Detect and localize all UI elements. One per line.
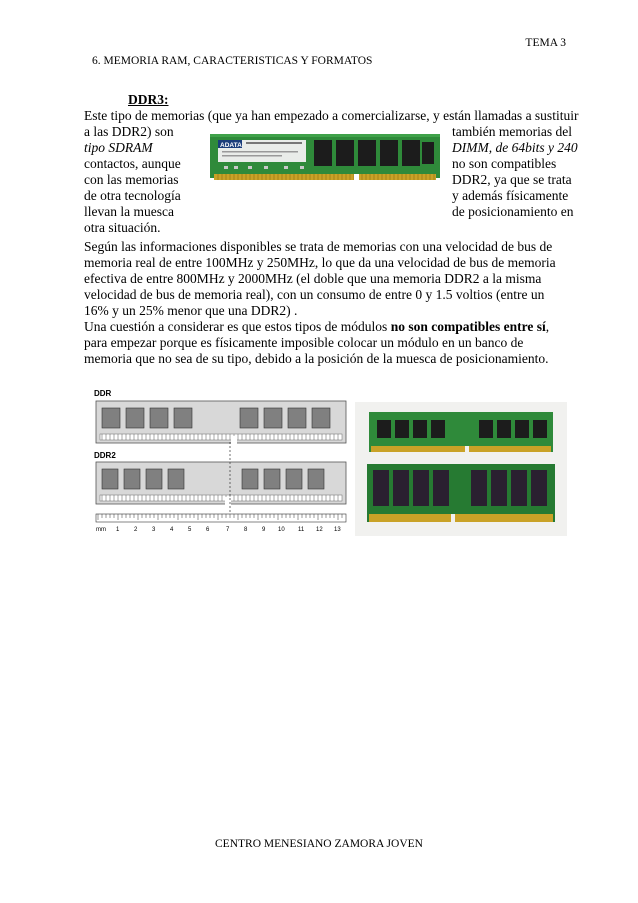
- right-line-1: también memorias del: [452, 124, 572, 139]
- ruler-tick: 5: [188, 527, 192, 533]
- ddr-ddr2-photo: [355, 402, 567, 536]
- module-brand-label: ADATA: [220, 142, 242, 149]
- ruler-tick: 10: [278, 527, 285, 533]
- ruler-tick: 12: [316, 527, 323, 533]
- left-line-3: contactos, aunque: [84, 156, 181, 171]
- section-title: DDR3:: [128, 92, 169, 107]
- footer-school: CENTRO MENESIANO ZAMORA JOVEN: [215, 838, 423, 850]
- left-line-6: llevan la muesca: [84, 204, 174, 219]
- left-line-1: a las DDR2) son: [84, 124, 174, 139]
- label-ddr2: DDR2: [94, 451, 116, 460]
- ruler-unit: mm: [96, 527, 106, 533]
- left-line-7: otra situación.: [84, 220, 161, 235]
- ruler-tick: 3: [152, 527, 156, 533]
- header-topic: TEMA 3: [525, 37, 566, 49]
- ruler-tick: 9: [262, 527, 266, 533]
- right-line-5: y además físicamente: [452, 188, 569, 203]
- label-ddr: DDR: [94, 389, 112, 398]
- ddr3-module-photo: [204, 128, 446, 190]
- ruler-tick: 7: [226, 527, 230, 533]
- compatibility-emphasis: no son compatibles entre sí: [390, 319, 546, 334]
- left-line-4: con las memorias: [84, 172, 179, 187]
- ruler-tick: 6: [206, 527, 210, 533]
- paragraph-compatibility: Una cuestión a considerar es que estos tipos de módulos no son compatibles entre sí, para empezar porque es físicamente imposible colocar un módulo en un banco de memoria que no sea de su tipo, debido a la posición de la muesca de posicionamiento.: [84, 319, 550, 366]
- ruler-tick: 2: [134, 527, 138, 533]
- ruler-tick: 11: [298, 527, 305, 533]
- ruler-tick: 4: [170, 527, 174, 533]
- ddr-vs-ddr2-diagram: [92, 386, 350, 536]
- intro-line: Este tipo de memorias (que ya han empezado a comercializarse, y están llamadas a sustituir: [84, 108, 579, 123]
- ruler-tick: 13: [334, 527, 341, 533]
- right-line-2: DIMM, de 64bits y 240: [452, 140, 578, 155]
- left-line-2: tipo SDRAM: [84, 140, 153, 155]
- header-chapter: 6. MEMORIA RAM, CARACTERISTICAS Y FORMATOS: [92, 55, 373, 67]
- ruler-tick: 1: [116, 527, 120, 533]
- right-line-4: DDR2, ya que se trata: [452, 172, 572, 187]
- left-line-5: de otra tecnología: [84, 188, 181, 203]
- right-line-3: no son compatibles: [452, 156, 557, 171]
- paragraph-bus-speed: Según las informaciones disponibles se trata de memorias con una velocidad de bus de memoria real de entre 100MHz y 250MHz, lo que da una velocidad de bus de memoria efectiva de entre 800MHz y 2000MHz (el doble que una memoria DDR2 a la misma velocidad de bus de memoria real), con un consumo de entre 0 y 1.5 voltios (entre un 16% y un 25% menor que una DDR2) .: [84, 239, 556, 318]
- ruler-tick: 8: [244, 527, 248, 533]
- right-line-6: de posicionamiento en: [452, 204, 574, 219]
